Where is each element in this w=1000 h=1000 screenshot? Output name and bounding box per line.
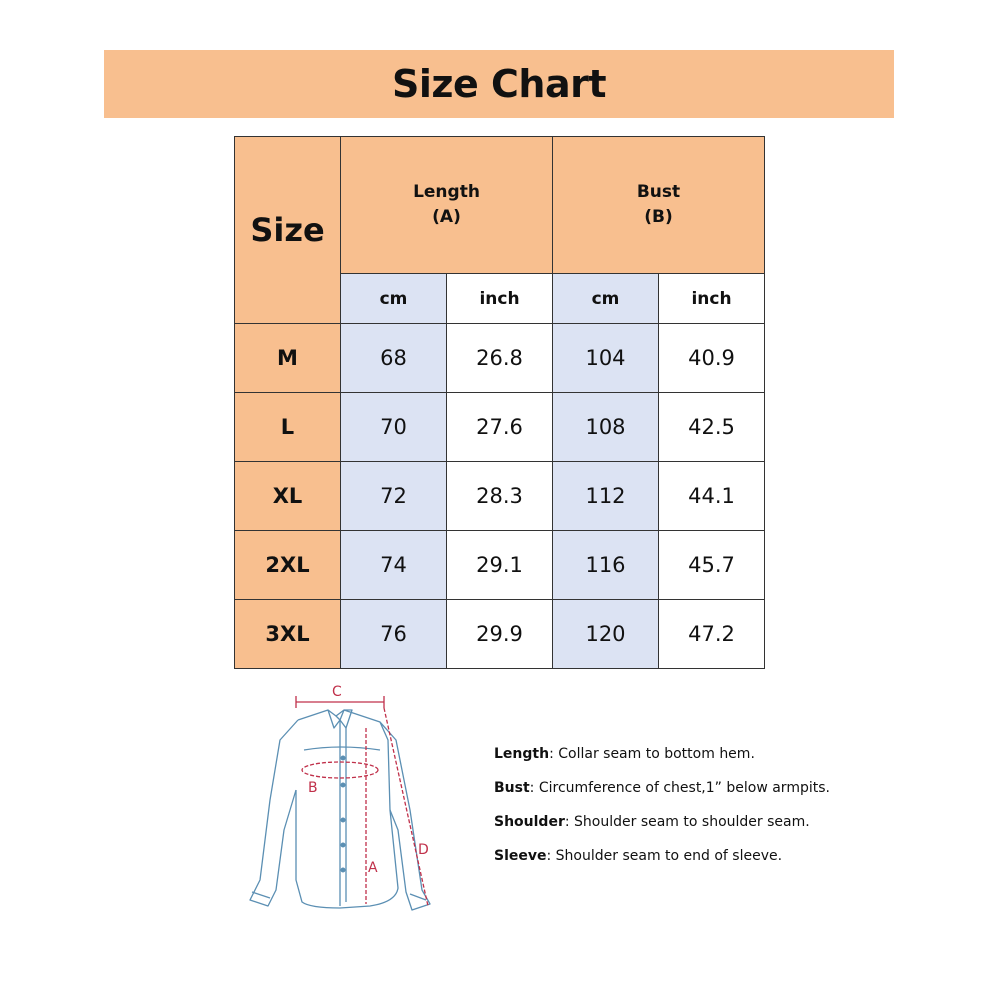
- table-row: [235, 600, 765, 669]
- length-cm-cell: 70: [341, 393, 447, 462]
- length-header-label: Length: [413, 181, 480, 202]
- bust-inch-cell: 42.5: [659, 393, 765, 462]
- length-cm-cell: 74: [341, 531, 447, 600]
- title-banner: [104, 50, 894, 118]
- note-bust: Bust: Circumference of chest,1” below armpits.: [494, 780, 830, 796]
- bust-header-label: Bust: [636, 181, 681, 202]
- label-b: B: [308, 780, 318, 796]
- unit-header-bust-inch: inch: [659, 274, 765, 324]
- shirt-diagram: [240, 680, 440, 920]
- shirt-outline: [250, 710, 430, 910]
- bust-inch-cell: 47.2: [659, 600, 765, 669]
- table-row: [235, 393, 765, 462]
- bust-cm-cell: 112: [553, 462, 659, 531]
- table-row: [235, 531, 765, 600]
- size-cell: M: [235, 324, 341, 393]
- label-c: C: [332, 684, 342, 700]
- page-title: Size Chart: [391, 62, 606, 106]
- unit-header-length-cm: cm: [341, 274, 447, 324]
- label-d: D: [418, 842, 429, 858]
- bust-cm-cell: 120: [553, 600, 659, 669]
- note-length: Length: Collar seam to bottom hem.: [494, 746, 755, 762]
- length-inch-cell: 27.6: [447, 393, 553, 462]
- table-row: [235, 462, 765, 531]
- shirt-buttons: [341, 756, 346, 873]
- bust-inch-cell: 40.9: [659, 324, 765, 393]
- bust-cm-cell: 108: [553, 393, 659, 462]
- length-cm-cell: 68: [341, 324, 447, 393]
- length-inch-cell: 28.3: [447, 462, 553, 531]
- bust-inch-cell: 44.1: [659, 462, 765, 531]
- unit-header-length-inch: inch: [447, 274, 553, 324]
- bust-cm-cell: 116: [553, 531, 659, 600]
- bust-inch-cell: 45.7: [659, 531, 765, 600]
- size-column-header: Size: [235, 137, 341, 324]
- length-header-code: (A): [432, 207, 461, 227]
- length-cm-cell: 72: [341, 462, 447, 531]
- table-row: [235, 324, 765, 393]
- bust-header: [553, 137, 765, 274]
- length-header: [341, 137, 553, 274]
- bust-header-code: (B): [644, 207, 673, 227]
- length-inch-cell: 29.1: [447, 531, 553, 600]
- bust-cm-cell: 104: [553, 324, 659, 393]
- size-cell: 2XL: [235, 531, 341, 600]
- measurement-notes: [494, 744, 830, 880]
- shirt-illustration: [240, 680, 440, 920]
- note-shoulder: Shoulder: Shoulder seam to shoulder seam.: [494, 814, 810, 830]
- size-cell: 3XL: [235, 600, 341, 669]
- label-a: A: [368, 860, 378, 876]
- size-cell: L: [235, 393, 341, 462]
- length-inch-cell: 29.9: [447, 600, 553, 669]
- unit-header-bust-cm: cm: [553, 274, 659, 324]
- length-cm-cell: 76: [341, 600, 447, 669]
- size-cell: XL: [235, 462, 341, 531]
- note-sleeve: Sleeve: Shoulder seam to end of sleeve.: [494, 848, 783, 864]
- length-inch-cell: 26.8: [447, 324, 553, 393]
- size-table: [234, 136, 765, 669]
